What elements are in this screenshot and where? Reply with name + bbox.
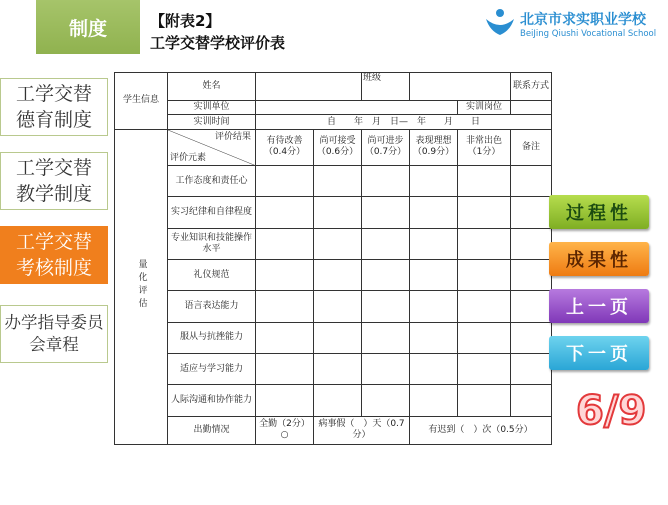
attendance-label: 出勤情况 bbox=[168, 416, 256, 444]
student-info-label: 学生信息 bbox=[115, 73, 168, 130]
score-cell[interactable] bbox=[362, 353, 410, 384]
post-field[interactable] bbox=[511, 101, 552, 115]
next-page-button[interactable]: 下一页 bbox=[549, 336, 649, 370]
post-label: 实训岗位 bbox=[458, 101, 511, 115]
score-cell[interactable] bbox=[256, 165, 314, 196]
school-logo-icon bbox=[482, 5, 518, 41]
header-bottom-label: 评价元素 bbox=[170, 152, 207, 163]
score-cell[interactable] bbox=[458, 385, 511, 416]
element-label: 实习纪律和自律程度 bbox=[168, 197, 256, 228]
result-button[interactable]: 成果性 bbox=[549, 242, 649, 276]
sidebar-item-steering-committee[interactable] bbox=[0, 305, 108, 363]
unit-label: 实训单位 bbox=[168, 101, 256, 115]
score-cell[interactable] bbox=[314, 322, 362, 353]
score-cell[interactable] bbox=[256, 322, 314, 353]
score-cell[interactable] bbox=[458, 165, 511, 196]
prev-page-button[interactable]: 上一页 bbox=[549, 289, 649, 323]
score-cell[interactable] bbox=[458, 322, 511, 353]
section-tag: 制度 bbox=[36, 0, 140, 54]
remark-cell[interactable] bbox=[511, 228, 552, 259]
score-cell[interactable] bbox=[458, 228, 511, 259]
remark-cell[interactable] bbox=[511, 291, 552, 322]
score-cell[interactable] bbox=[314, 353, 362, 384]
period-label: 实训时间 bbox=[168, 115, 256, 129]
grade-header: 有待改善 （0.4分） bbox=[256, 129, 314, 165]
sidebar-item-assessment[interactable] bbox=[0, 226, 108, 284]
grade-header: 尚可接受 （0.6分） bbox=[314, 129, 362, 165]
score-cell[interactable] bbox=[458, 291, 511, 322]
school-name-cn: 北京市求实职业学校 bbox=[520, 12, 646, 28]
remark-cell[interactable] bbox=[511, 165, 552, 196]
period-value: 自 年 月 日— 年 月 日 bbox=[256, 115, 552, 129]
element-label: 工作态度和责任心 bbox=[168, 165, 256, 196]
attendance-late[interactable]: 有迟到（ ）次（0.5分） bbox=[410, 416, 552, 444]
score-cell[interactable] bbox=[410, 385, 458, 416]
score-cell[interactable] bbox=[256, 259, 314, 290]
remark-cell[interactable] bbox=[511, 197, 552, 228]
school-name-en: BeiJing Qiushi Vocational School bbox=[520, 29, 657, 39]
score-cell[interactable] bbox=[410, 291, 458, 322]
sidebar-item-label: 工学交替考核制度 bbox=[15, 231, 92, 279]
score-cell[interactable] bbox=[362, 291, 410, 322]
score-cell[interactable] bbox=[314, 259, 362, 290]
remark-cell[interactable] bbox=[511, 385, 552, 416]
score-cell[interactable] bbox=[458, 197, 511, 228]
score-cell[interactable] bbox=[256, 291, 314, 322]
score-cell[interactable] bbox=[362, 165, 410, 196]
score-cell[interactable] bbox=[314, 385, 362, 416]
school-logo bbox=[482, 5, 666, 43]
grade-header: 非常出色 （1分） bbox=[458, 129, 511, 165]
score-cell[interactable] bbox=[362, 228, 410, 259]
score-cell[interactable] bbox=[314, 291, 362, 322]
contact-label: 联系方式 bbox=[511, 73, 552, 101]
element-label: 专业知识和技能操作水平 bbox=[168, 228, 256, 259]
attendance-full[interactable]: 全勤（2分）○ bbox=[256, 416, 314, 444]
grade-header: 表现理想 （0.9分） bbox=[410, 129, 458, 165]
header-top-label: 评价结果 bbox=[214, 131, 251, 142]
element-label: 语言表达能力 bbox=[168, 291, 256, 322]
sidebar-item-moral-education[interactable] bbox=[0, 78, 108, 136]
score-cell[interactable] bbox=[410, 353, 458, 384]
score-cell[interactable] bbox=[410, 322, 458, 353]
process-button[interactable]: 过程性 bbox=[549, 195, 649, 229]
unit-field[interactable] bbox=[256, 101, 458, 115]
sidebar-item-teaching[interactable] bbox=[0, 152, 108, 210]
score-cell[interactable] bbox=[410, 259, 458, 290]
score-cell[interactable] bbox=[362, 259, 410, 290]
quant-eval-text: 量化评估 bbox=[136, 258, 147, 311]
score-cell[interactable] bbox=[458, 259, 511, 290]
appendix-label: 【附表2】 bbox=[150, 12, 221, 30]
score-cell[interactable] bbox=[362, 385, 410, 416]
score-cell[interactable] bbox=[314, 228, 362, 259]
element-label: 服从与抗挫能力 bbox=[168, 322, 256, 353]
element-label: 礼仪规范 bbox=[168, 259, 256, 290]
score-cell[interactable] bbox=[362, 197, 410, 228]
score-cell[interactable] bbox=[256, 197, 314, 228]
evaluation-form bbox=[114, 72, 552, 445]
remark-cell[interactable] bbox=[511, 259, 552, 290]
element-label: 适应与学习能力 bbox=[168, 353, 256, 384]
remark-header: 备注 bbox=[511, 129, 552, 165]
page-indicator: 6/9 bbox=[576, 388, 647, 434]
class-label: 班级 bbox=[362, 73, 410, 101]
attendance-leave[interactable]: 病事假（ ）天（0.7分） bbox=[314, 416, 410, 444]
name-label: 姓名 bbox=[168, 73, 256, 101]
class-field[interactable] bbox=[410, 73, 511, 101]
remark-cell[interactable] bbox=[511, 353, 552, 384]
grade-header: 尚可进步 （0.7分） bbox=[362, 129, 410, 165]
remark-cell[interactable] bbox=[511, 322, 552, 353]
quant-eval-label bbox=[115, 129, 168, 444]
score-cell[interactable] bbox=[410, 228, 458, 259]
page-title: 工学交替学校评价表 bbox=[150, 34, 286, 52]
sidebar-item-label: 办学指导委员会章程 bbox=[4, 313, 104, 354]
element-label: 人际沟通和协作能力 bbox=[168, 385, 256, 416]
score-cell[interactable] bbox=[410, 197, 458, 228]
score-cell[interactable] bbox=[256, 228, 314, 259]
score-cell[interactable] bbox=[314, 197, 362, 228]
score-cell[interactable] bbox=[314, 165, 362, 196]
sidebar-item-label: 工学交替德育制度 bbox=[15, 83, 92, 131]
score-cell[interactable] bbox=[410, 165, 458, 196]
score-cell[interactable] bbox=[362, 322, 410, 353]
score-cell[interactable] bbox=[256, 353, 314, 384]
diagonal-header-cell bbox=[168, 129, 256, 165]
score-cell[interactable] bbox=[256, 385, 314, 416]
sidebar-item-label: 工学交替教学制度 bbox=[15, 157, 92, 205]
name-field[interactable] bbox=[256, 73, 362, 101]
score-cell[interactable] bbox=[458, 353, 511, 384]
